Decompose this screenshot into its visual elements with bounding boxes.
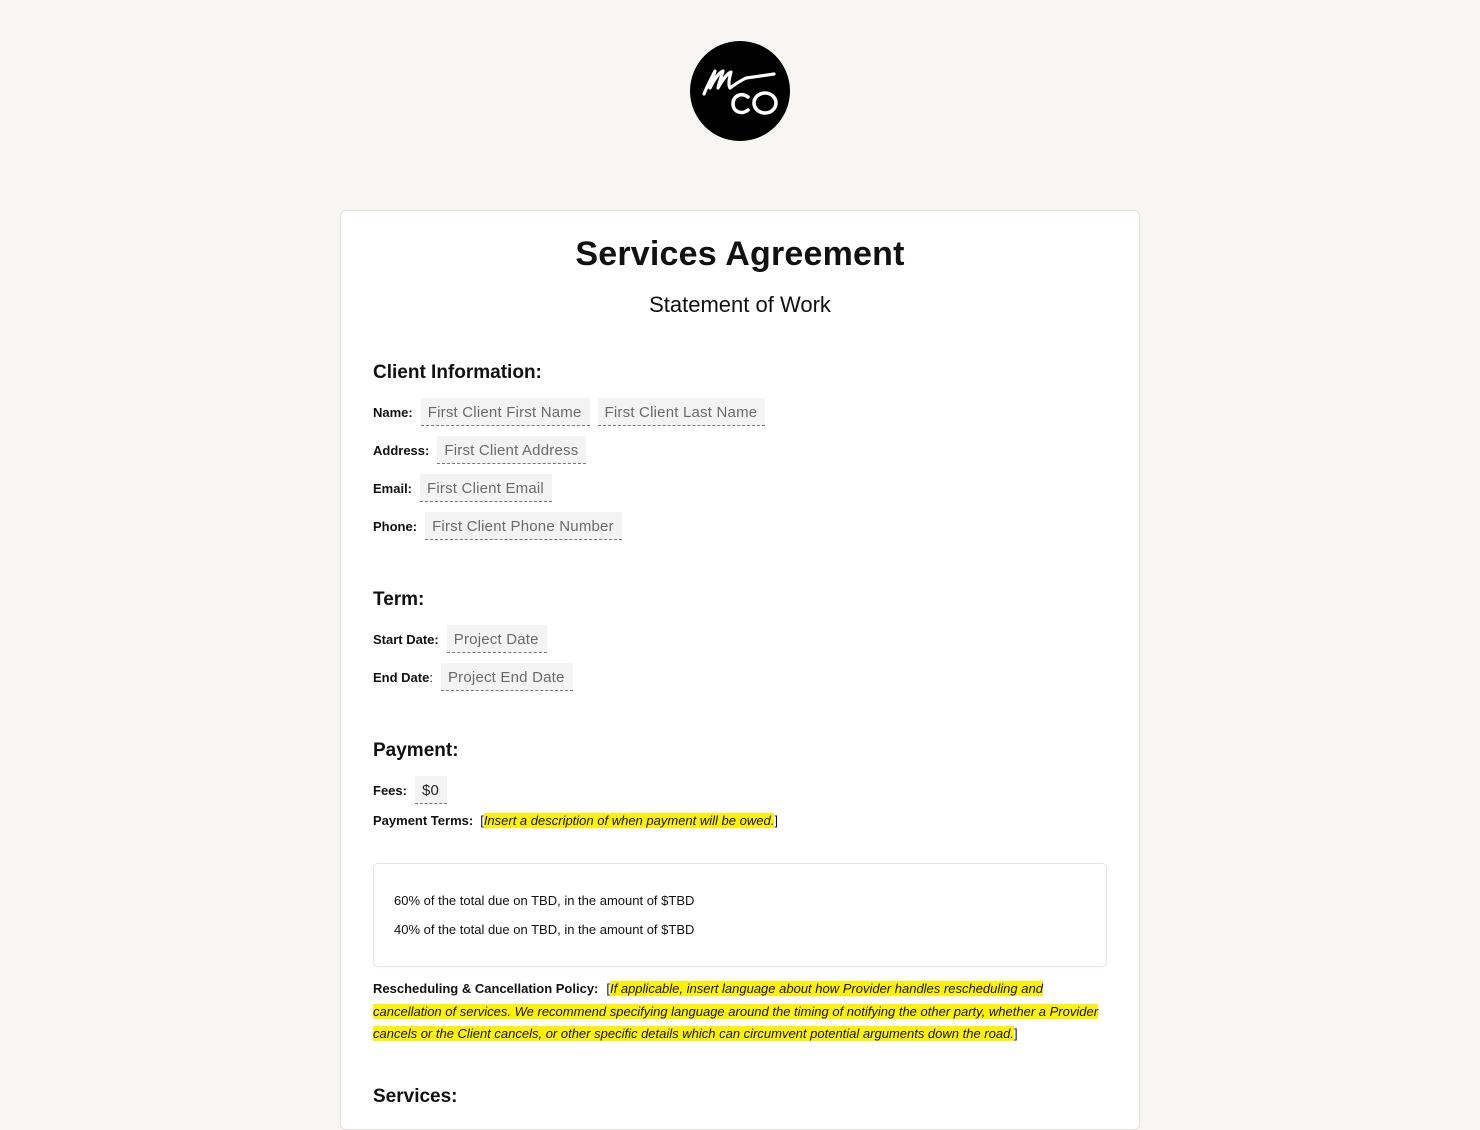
client-phone-row — [373, 507, 1107, 545]
address-field[interactable]: First Client Address — [437, 436, 586, 464]
client-name-row — [373, 393, 1107, 431]
end-date-row — [373, 658, 1107, 696]
agreement-document — [340, 210, 1140, 1130]
phone-label: Phone: — [373, 518, 418, 534]
payment-terms-label: Payment Terms: — [373, 813, 474, 828]
document-title: Services Agreement — [575, 235, 905, 273]
start-date-field[interactable]: Project Date — [447, 625, 547, 653]
brand-logo — [690, 41, 790, 141]
mco-logo-icon — [690, 41, 790, 141]
bracket-close: ] — [774, 813, 778, 828]
payment-schedule-item: 40% of the total due on TBD, in the amount of $TBD — [394, 922, 695, 937]
end-date-field[interactable]: Project End Date — [441, 663, 573, 691]
email-label: Email: — [373, 480, 413, 496]
payment-schedule-item: 60% of the total due on TBD, in the amount of $TBD — [394, 893, 695, 908]
fees-row — [373, 771, 1107, 809]
fees-label: Fees: — [373, 782, 407, 798]
payment-terms-highlight: Insert a description of when payment will be owed. — [483, 813, 775, 828]
payment-heading: Payment: — [373, 740, 459, 761]
end-date-colon: : — [429, 669, 433, 685]
start-date-label: Start Date: — [373, 631, 439, 647]
client-information-heading: Client Information: — [373, 362, 542, 383]
cancellation-policy-label: Rescheduling & Cancellation Policy: — [373, 981, 599, 996]
bracket-open: [ — [606, 981, 611, 996]
phone-field[interactable]: First Client Phone Number — [425, 512, 622, 540]
first-name-field[interactable]: First Client First Name — [421, 398, 590, 426]
client-email-row — [373, 469, 1107, 507]
term-heading: Term: — [373, 589, 425, 610]
bracket-close: ] — [1013, 1026, 1018, 1041]
payment-terms-row — [373, 813, 1107, 828]
payment-terms-text[interactable] — [480, 813, 778, 828]
end-date-label-text: End Date — [373, 669, 430, 685]
cancellation-policy-highlight[interactable]: If applicable, insert language about how Provider handles rescheduling and cancellation of services. We recommend specifying language around the timing of notifying the other party, whether a Provider cancels or the Client cancels, or other specific details which can circumvent potential arguments down the road. — [373, 981, 1099, 1041]
payment-schedule-box — [373, 863, 1107, 967]
end-date-label — [373, 670, 433, 685]
email-field[interactable]: First Client Email — [420, 474, 552, 502]
client-address-row — [373, 431, 1107, 469]
cancellation-policy — [373, 978, 1107, 1046]
fees-field[interactable]: $0 — [415, 776, 447, 804]
start-date-row — [373, 620, 1107, 658]
name-label: Name: — [373, 404, 413, 420]
address-label: Address: — [373, 442, 430, 458]
bracket-open: [ — [480, 813, 484, 828]
document-subtitle: Statement of Work — [649, 292, 831, 317]
last-name-field[interactable]: First Client Last Name — [598, 398, 766, 426]
services-heading: Services: — [373, 1085, 458, 1107]
